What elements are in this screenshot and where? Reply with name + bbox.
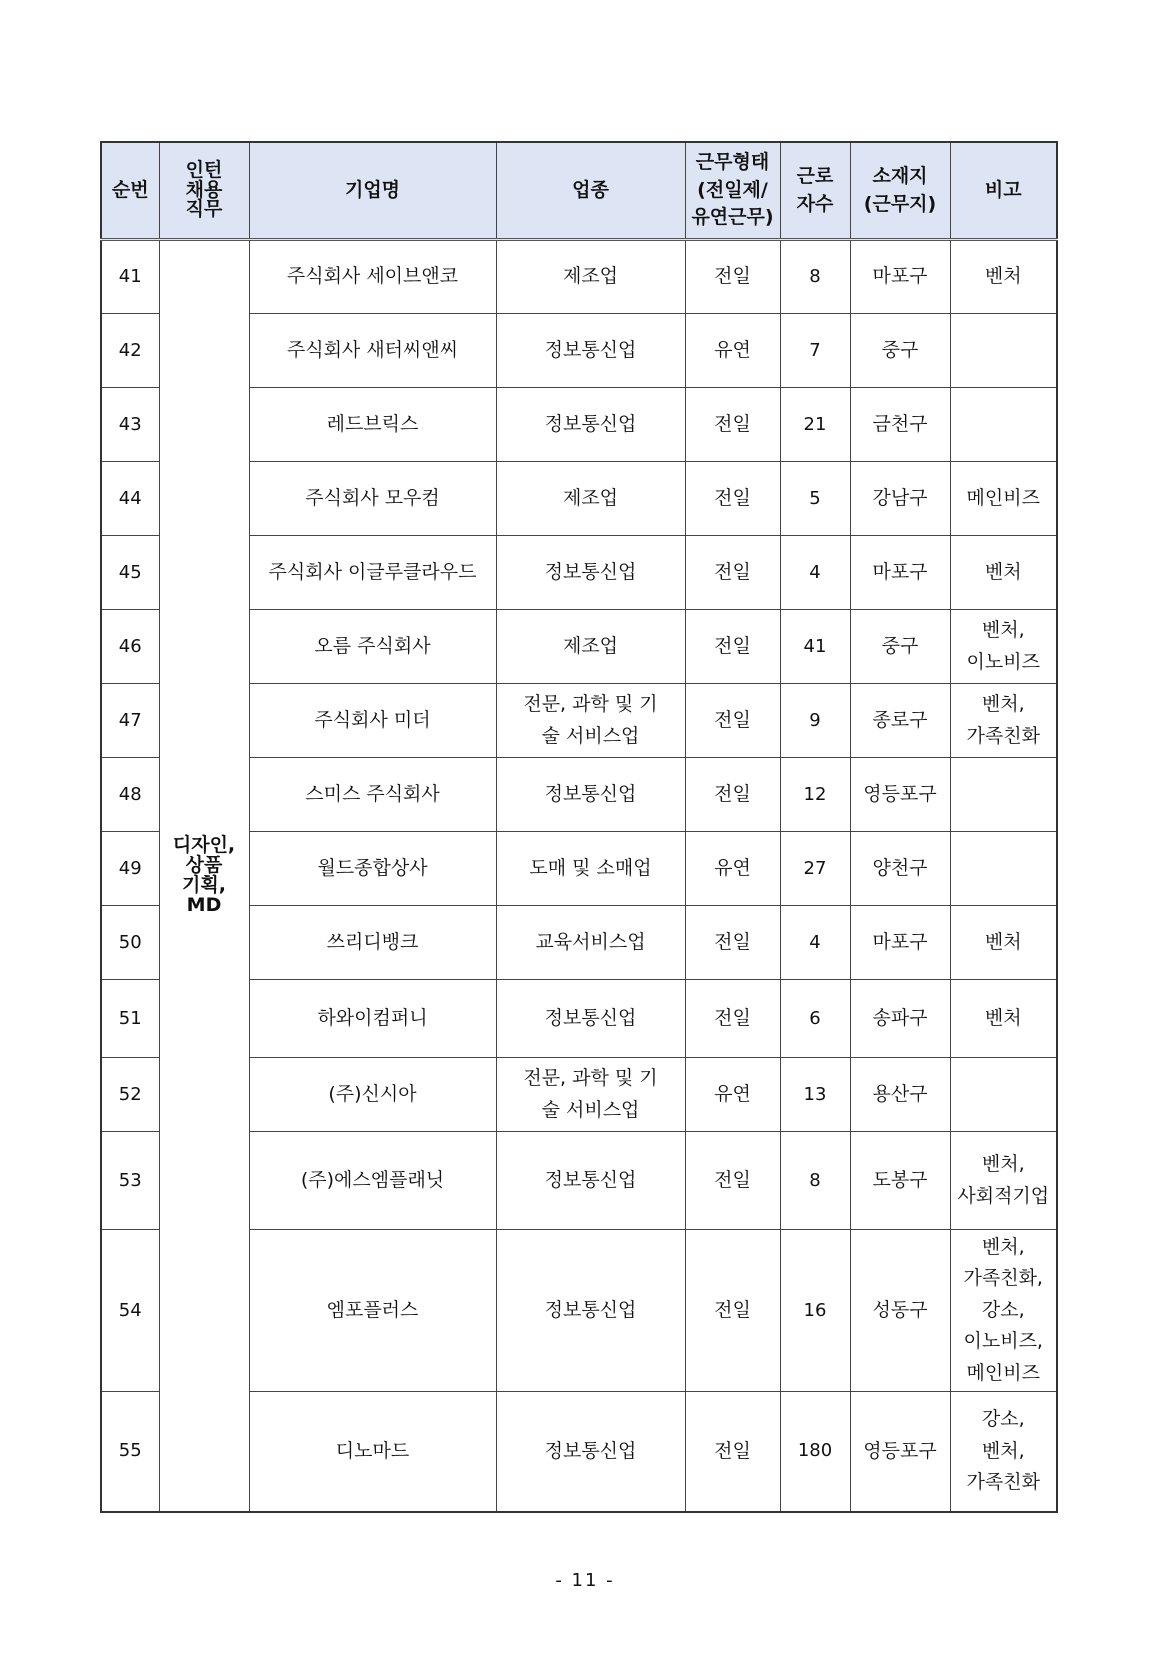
cell-company: 오름 주식회사 bbox=[249, 610, 496, 684]
cell-seq: 45 bbox=[101, 536, 159, 610]
cell-note bbox=[950, 314, 1057, 388]
header-role: 인턴 채용 직무 bbox=[159, 142, 249, 240]
cell-company: 레드브릭스 bbox=[249, 388, 496, 462]
cell-industry: 제조업 bbox=[496, 610, 685, 684]
cell-company: 주식회사 모우컴 bbox=[249, 462, 496, 536]
header-seq: 순번 bbox=[101, 142, 159, 240]
cell-workers: 4 bbox=[780, 906, 850, 980]
cell-location: 강남구 bbox=[850, 462, 950, 536]
cell-work-type: 전일 bbox=[685, 684, 780, 758]
cell-workers: 7 bbox=[780, 314, 850, 388]
cell-industry: 정보통신업 bbox=[496, 980, 685, 1058]
cell-company: (주)신시아 bbox=[249, 1058, 496, 1132]
cell-work-type: 전일 bbox=[685, 388, 780, 462]
cell-workers: 12 bbox=[780, 758, 850, 832]
cell-location: 중구 bbox=[850, 610, 950, 684]
cell-work-type: 전일 bbox=[685, 462, 780, 536]
cell-company: 주식회사 세이브앤코 bbox=[249, 240, 496, 314]
cell-note bbox=[950, 388, 1057, 462]
cell-work-type: 전일 bbox=[685, 1132, 780, 1230]
cell-work-type: 전일 bbox=[685, 240, 780, 314]
cell-industry: 정보통신업 bbox=[496, 1230, 685, 1392]
cell-seq: 49 bbox=[101, 832, 159, 906]
cell-location: 용산구 bbox=[850, 1058, 950, 1132]
cell-workers: 5 bbox=[780, 462, 850, 536]
cell-industry: 정보통신업 bbox=[496, 758, 685, 832]
table-row bbox=[101, 240, 1057, 314]
cell-workers: 180 bbox=[780, 1392, 850, 1512]
header-work-type: 근무형태 (전일제/ 유연근무) bbox=[685, 142, 780, 240]
cell-industry: 전문, 과학 및 기 술 서비스업 bbox=[496, 684, 685, 758]
cell-location: 마포구 bbox=[850, 240, 950, 314]
cell-note: 벤처, 사회적기업 bbox=[950, 1132, 1057, 1230]
cell-note: 벤처 bbox=[950, 906, 1057, 980]
intern-company-table bbox=[100, 141, 1058, 1513]
header-industry: 업종 bbox=[496, 142, 685, 240]
cell-seq: 50 bbox=[101, 906, 159, 980]
cell-workers: 6 bbox=[780, 980, 850, 1058]
cell-location: 도봉구 bbox=[850, 1132, 950, 1230]
cell-location: 중구 bbox=[850, 314, 950, 388]
cell-work-type: 전일 bbox=[685, 906, 780, 980]
header-company: 기업명 bbox=[249, 142, 496, 240]
cell-industry: 정보통신업 bbox=[496, 314, 685, 388]
cell-industry: 정보통신업 bbox=[496, 1132, 685, 1230]
cell-work-type: 전일 bbox=[685, 1392, 780, 1512]
cell-workers: 21 bbox=[780, 388, 850, 462]
cell-seq: 53 bbox=[101, 1132, 159, 1230]
table-body bbox=[101, 240, 1057, 1512]
cell-industry: 교육서비스업 bbox=[496, 906, 685, 980]
header-row bbox=[101, 142, 1057, 240]
cell-note bbox=[950, 758, 1057, 832]
cell-workers: 13 bbox=[780, 1058, 850, 1132]
cell-seq: 52 bbox=[101, 1058, 159, 1132]
cell-workers: 8 bbox=[780, 1132, 850, 1230]
cell-note bbox=[950, 832, 1057, 906]
cell-workers: 27 bbox=[780, 832, 850, 906]
cell-location: 송파구 bbox=[850, 980, 950, 1058]
cell-note: 강소, 벤처, 가족친화 bbox=[950, 1392, 1057, 1512]
cell-location: 영등포구 bbox=[850, 758, 950, 832]
cell-workers: 9 bbox=[780, 684, 850, 758]
cell-work-type: 유연 bbox=[685, 832, 780, 906]
cell-note: 벤처, 가족친화 bbox=[950, 684, 1057, 758]
cell-industry: 정보통신업 bbox=[496, 1392, 685, 1512]
cell-company: 주식회사 이글루클라우드 bbox=[249, 536, 496, 610]
cell-seq: 55 bbox=[101, 1392, 159, 1512]
cell-company: 엠포플러스 bbox=[249, 1230, 496, 1392]
company-table-container bbox=[100, 141, 1056, 1513]
cell-seq: 43 bbox=[101, 388, 159, 462]
cell-seq: 47 bbox=[101, 684, 159, 758]
cell-seq: 46 bbox=[101, 610, 159, 684]
cell-role-group: 디자인, 상품 기획, MD bbox=[159, 240, 249, 1512]
cell-seq: 42 bbox=[101, 314, 159, 388]
cell-location: 양천구 bbox=[850, 832, 950, 906]
cell-note: 메인비즈 bbox=[950, 462, 1057, 536]
cell-work-type: 전일 bbox=[685, 758, 780, 832]
cell-workers: 8 bbox=[780, 240, 850, 314]
cell-company: 쓰리디뱅크 bbox=[249, 906, 496, 980]
cell-workers: 16 bbox=[780, 1230, 850, 1392]
cell-industry: 제조업 bbox=[496, 240, 685, 314]
cell-work-type: 유연 bbox=[685, 1058, 780, 1132]
cell-note: 벤처 bbox=[950, 536, 1057, 610]
cell-industry: 전문, 과학 및 기 술 서비스업 bbox=[496, 1058, 685, 1132]
cell-company: 디노마드 bbox=[249, 1392, 496, 1512]
cell-industry: 정보통신업 bbox=[496, 536, 685, 610]
page-number: - 11 - bbox=[555, 1570, 615, 1591]
cell-company: 스미스 주식회사 bbox=[249, 758, 496, 832]
cell-location: 마포구 bbox=[850, 906, 950, 980]
cell-seq: 44 bbox=[101, 462, 159, 536]
cell-location: 금천구 bbox=[850, 388, 950, 462]
cell-seq: 48 bbox=[101, 758, 159, 832]
cell-location: 마포구 bbox=[850, 536, 950, 610]
cell-company: 주식회사 새터씨앤씨 bbox=[249, 314, 496, 388]
cell-company: (주)에스엠플래닛 bbox=[249, 1132, 496, 1230]
header-location: 소재지 (근무지) bbox=[850, 142, 950, 240]
cell-company: 월드종합상사 bbox=[249, 832, 496, 906]
cell-work-type: 전일 bbox=[685, 610, 780, 684]
cell-workers: 4 bbox=[780, 536, 850, 610]
cell-work-type: 유연 bbox=[685, 314, 780, 388]
cell-note: 벤처 bbox=[950, 980, 1057, 1058]
cell-work-type: 전일 bbox=[685, 980, 780, 1058]
cell-location: 영등포구 bbox=[850, 1392, 950, 1512]
cell-note: 벤처, 가족친화, 강소, 이노비즈, 메인비즈 bbox=[950, 1230, 1057, 1392]
cell-seq: 51 bbox=[101, 980, 159, 1058]
header-note: 비고 bbox=[950, 142, 1057, 240]
cell-location: 성동구 bbox=[850, 1230, 950, 1392]
cell-industry: 도매 및 소매업 bbox=[496, 832, 685, 906]
cell-work-type: 전일 bbox=[685, 1230, 780, 1392]
cell-industry: 정보통신업 bbox=[496, 388, 685, 462]
cell-work-type: 전일 bbox=[685, 536, 780, 610]
cell-seq: 41 bbox=[101, 240, 159, 314]
cell-seq: 54 bbox=[101, 1230, 159, 1392]
cell-workers: 41 bbox=[780, 610, 850, 684]
cell-location: 종로구 bbox=[850, 684, 950, 758]
cell-note: 벤처 bbox=[950, 240, 1057, 314]
header-workers: 근로 자수 bbox=[780, 142, 850, 240]
cell-company: 주식회사 미더 bbox=[249, 684, 496, 758]
cell-note: 벤처, 이노비즈 bbox=[950, 610, 1057, 684]
cell-note bbox=[950, 1058, 1057, 1132]
cell-company: 하와이컴퍼니 bbox=[249, 980, 496, 1058]
cell-industry: 제조업 bbox=[496, 462, 685, 536]
